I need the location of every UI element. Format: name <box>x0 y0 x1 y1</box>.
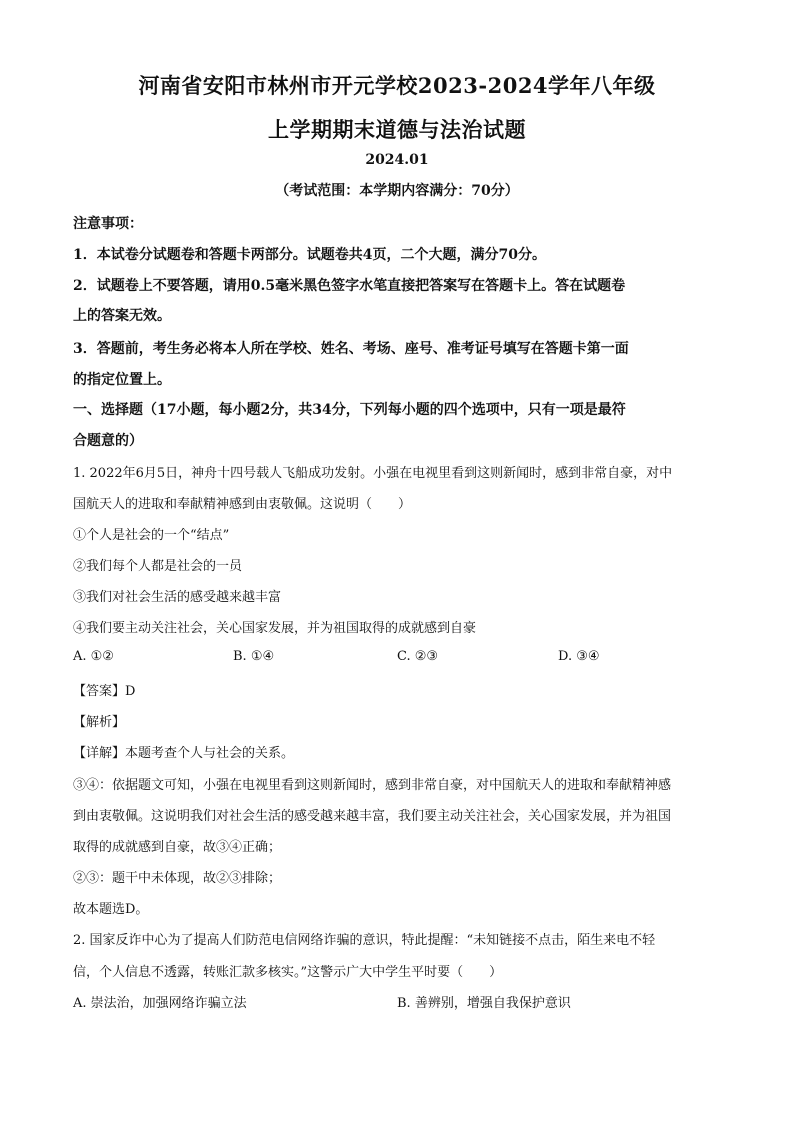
q1-answer: 【答案】D <box>73 684 136 699</box>
q2-stem-a: 2. 国家反诈中心为了提高人们防范电信网络诈骗的意识，特此提醒：“未知链接不点击，陌生来电不轻 <box>73 933 656 948</box>
section1-heading-b: 合题意的） <box>73 433 143 449</box>
exam-scope: （考试范围：本学期内容满分：70分） <box>275 183 519 199</box>
q2-option-b: B. 善辨别，增强自我保护意识 <box>397 996 571 1011</box>
q1-option-a: A. ①② <box>73 649 114 664</box>
q1-analysis-label: 【解析】 <box>73 715 126 730</box>
q1-explanation-2: ②③：题干中未体现，故②③排除； <box>73 871 282 886</box>
q1-explanation-1b: 到由衷敬佩。这说明我们对社会生活的感受越来越丰富，我们要主动关注社会，关心国家发展，并为祖国 <box>73 809 672 824</box>
notes-item-2a: 2．试题卷上不要答题，请用0.5毫米黑色签字水笔直接把答案写在答题卡上。答在试题卷 <box>73 278 626 294</box>
section1-heading-a: 一、选择题（17小题，每小题2分，共34分，下列每小题的四个选项中，只有一项是最符 <box>73 402 626 418</box>
notes-item-2b: 上的答案无效。 <box>73 308 171 324</box>
notes-item-1: 1．本试卷分试题卷和答题卡两部分。试题卷共4页，二个大题，满分70分。 <box>73 247 546 263</box>
q1-explanation-1c: 取得的成就感到自豪，故③④正确； <box>73 840 282 855</box>
exam-title-line2: 上学期期末道德与法治试题 <box>268 117 526 142</box>
exam-date: 2024.01 <box>365 152 429 168</box>
q1-detail: 【详解】本题考查个人与社会的关系。 <box>73 746 295 761</box>
q1-statement-4: ④我们要主动关注社会，关心国家发展，并为祖国取得的成就感到自豪 <box>73 621 477 636</box>
notes-item-3a: 3．答题前，考生务必将本人所在学校、姓名、考场、座号、准考证号填写在答题卡第一面 <box>73 341 629 357</box>
exam-title-line1: 河南省安阳市林州市开元学校2023-2024学年八年级 <box>138 73 656 98</box>
q1-option-b: B. ①④ <box>233 649 275 664</box>
q1-statement-2: ②我们每个人都是社会的一员 <box>73 559 243 574</box>
q1-stem-b: 国航天人的进取和奉献精神感到由衷敬佩。这说明（ ） <box>73 497 412 512</box>
q1-statement-3: ③我们对社会生活的感受越来越丰富 <box>73 590 282 605</box>
notes-item-3b: 的指定位置上。 <box>73 372 171 388</box>
q2-option-a: A. 崇法治，加强网络诈骗立法 <box>73 996 247 1011</box>
q2-stem-b: 信，个人信息不透露，转账汇款多核实。”这警示广大中学生平时要（ ） <box>73 965 503 980</box>
q1-statement-1: ①个人是社会的一个“结点” <box>73 528 230 543</box>
q1-option-c: C. ②③ <box>397 649 439 664</box>
q1-stem-a: 1. 2022年6月5日，神舟十四号载人飞船成功发射。小强在电视里看到这则新闻时，感到非常自豪，对中 <box>73 466 673 481</box>
q1-option-d: D. ③④ <box>558 649 600 664</box>
q1-conclusion: 故本题选D。 <box>73 902 149 917</box>
q1-explanation-1a: ③④：依据题文可知，小强在电视里看到这则新闻时，感到非常自豪，对中国航天人的进取和奉献精神感 <box>73 778 672 793</box>
notes-heading: 注意事项： <box>73 216 143 232</box>
